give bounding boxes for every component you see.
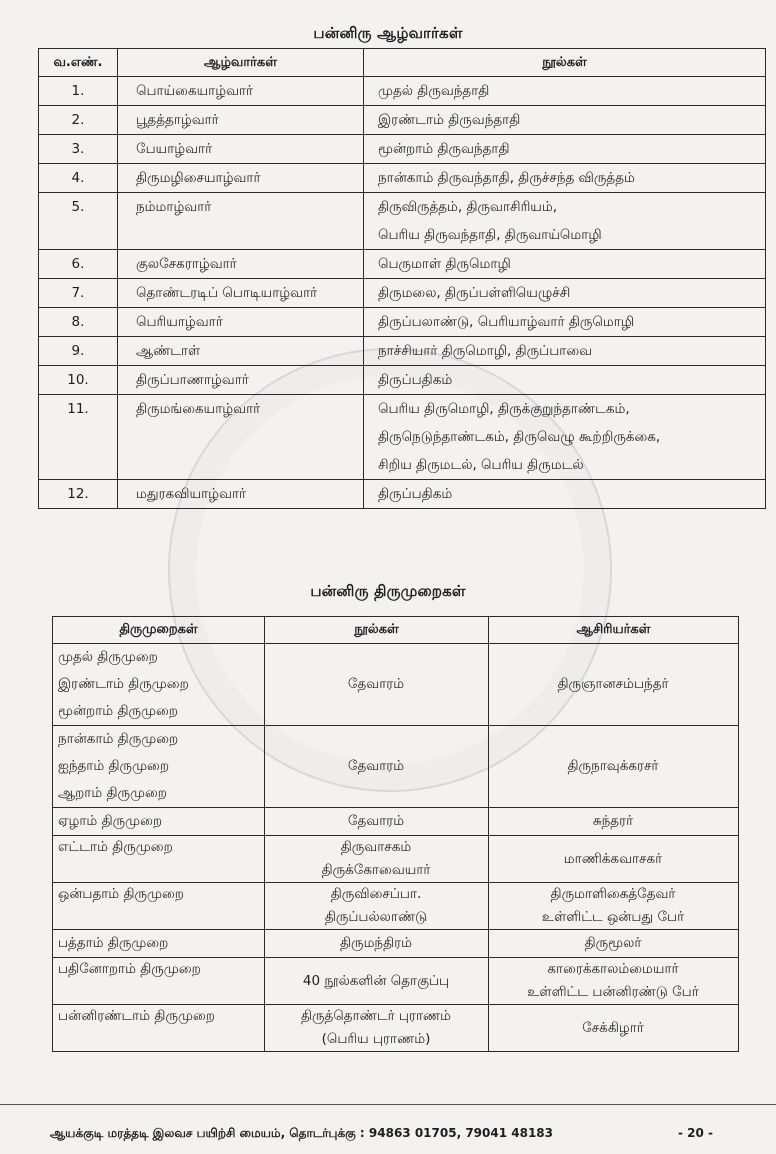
author-cell	[489, 836, 739, 883]
nool-line: திருவாசகம்	[340, 839, 412, 855]
table-row	[53, 836, 739, 883]
header-nool: நூல்கள்	[265, 617, 489, 644]
alvar-name: நம்மாழ்வார்	[118, 193, 364, 250]
alvar-name: திருப்பாணாழ்வார்	[118, 366, 364, 395]
table-row	[53, 808, 739, 836]
thirumurai-line: பத்தாம் திருமுறை	[58, 935, 169, 951]
nool-line: தேவாரம்	[347, 676, 405, 692]
author-line: திருஞானசம்பந்தர்	[557, 676, 669, 692]
thirumurai-line: ஒன்பதாம் திருமுறை	[58, 886, 184, 902]
works-line: திருவிருத்தம், திருவாசிரியம்,	[378, 199, 558, 215]
works-line: முதல் திருவந்தாதி	[378, 83, 490, 99]
thirumurai-cell	[53, 1005, 265, 1052]
thirumurai-line: மூன்றாம் திருமுறை	[58, 703, 178, 719]
table-row	[53, 1005, 739, 1052]
table-row	[39, 279, 766, 308]
works-cell	[364, 337, 766, 366]
table-row	[53, 930, 739, 958]
serial-number: 4.	[39, 164, 118, 193]
thirumurai-line: பன்னிரண்டாம் திருமுறை	[58, 1008, 215, 1024]
nool-cell	[265, 836, 489, 883]
alvar-name: திருமழிசையாழ்வார்	[118, 164, 364, 193]
serial-number: 1.	[39, 77, 118, 106]
works-cell	[364, 366, 766, 395]
alvar-name: குலசேகராழ்வார்	[118, 250, 364, 279]
author-line: சேக்கிழார்	[582, 1019, 644, 1036]
nool-line: 40 நூல்களின் தொகுப்பு	[302, 972, 450, 989]
serial-number: 8.	[39, 308, 118, 337]
serial-number: 10.	[39, 366, 118, 395]
nool-line: திருமந்திரம்	[340, 935, 412, 951]
thirumurai-line: நான்காம் திருமுறை	[58, 731, 179, 747]
works-line: பெரிய திருவந்தாதி, திருவாய்மொழி	[378, 227, 602, 243]
thirumurai-cell	[53, 930, 265, 958]
nool-cell	[265, 883, 489, 930]
works-line: பெருமாள் திருமொழி	[378, 256, 511, 272]
footer-organization: ஆயக்குடி மரத்தடி இலவச பயிற்சி மையம், தொடர்புக்கு : 94863 01705, 79041 48183	[50, 1126, 553, 1140]
header-works: நூல்கள்	[364, 49, 766, 77]
serial-number: 7.	[39, 279, 118, 308]
footer-divider	[0, 1104, 776, 1105]
alvar-name: ஆண்டாள்	[118, 337, 364, 366]
nool-line: தேவாரம்	[347, 758, 405, 774]
thirumurai-table-body	[53, 644, 739, 1052]
table-row	[53, 958, 739, 1005]
alvars-table-body	[39, 77, 766, 509]
serial-number: 9.	[39, 337, 118, 366]
works-cell	[364, 135, 766, 164]
author-cell	[489, 644, 739, 726]
author-line: திருநாவுக்கரசர்	[567, 758, 659, 774]
author-line: மாணிக்கவாசகர்	[563, 850, 663, 867]
author-cell	[489, 808, 739, 836]
author-cell	[489, 930, 739, 958]
table-row	[39, 193, 766, 250]
table-row	[39, 480, 766, 509]
table-row	[39, 366, 766, 395]
footer	[0, 1126, 776, 1144]
thirumurai-line: ஏழாம் திருமுறை	[58, 813, 163, 829]
nool-cell	[265, 644, 489, 726]
author-cell	[489, 726, 739, 808]
thirumurai-cell	[53, 836, 265, 883]
thirumurai-cell	[53, 883, 265, 930]
thirumurai-cell	[53, 644, 265, 726]
works-cell	[364, 308, 766, 337]
alvar-name: தொண்டரடிப் பொடியாழ்வார்	[118, 279, 364, 308]
author-line: உள்ளிட்ட பன்னிரண்டு பேர்	[527, 984, 699, 1000]
works-line: நாச்சியார் திருமொழி, திருப்பாவை	[378, 343, 593, 359]
serial-number: 12.	[39, 480, 118, 509]
header-thirumurai: திருமுறைகள்	[53, 617, 265, 644]
works-line: திருப்பதிகம்	[378, 486, 453, 502]
works-cell	[364, 164, 766, 193]
thirumurai-line: பதினோறாம் திருமுறை	[58, 961, 201, 977]
thirumurai-line: முதல் திருமுறை	[58, 649, 158, 665]
works-line: இரண்டாம் திருவந்தாதி	[378, 112, 521, 128]
table-row	[39, 308, 766, 337]
serial-number: 3.	[39, 135, 118, 164]
nool-line: திருவிசைப்பா.	[330, 886, 422, 902]
works-line: திருமலை, திருப்பள்ளியெழுச்சி	[378, 285, 571, 301]
nool-cell	[265, 808, 489, 836]
alvar-name: பேயாழ்வார்	[118, 135, 364, 164]
thirumurai-cell	[53, 726, 265, 808]
thirumurai-line: எட்டாம் திருமுறை	[58, 839, 173, 855]
thirumurai-cell	[53, 808, 265, 836]
works-line: மூன்றாம் திருவந்தாதி	[378, 141, 510, 157]
serial-number: 11.	[39, 395, 118, 480]
alvar-name: திருமங்கையாழ்வார்	[118, 395, 364, 480]
alvar-name: பொய்கையாழ்வார்	[118, 77, 364, 106]
thirumurai-line: ஐந்தாம் திருமுறை	[58, 758, 170, 774]
author-cell	[489, 1005, 739, 1052]
thirumurai-title: பன்னிரு திருமுறைகள்	[310, 582, 466, 600]
author-line: சுந்தரர்	[592, 813, 634, 829]
alvar-name: மதுரகவியாழ்வார்	[118, 480, 364, 509]
table-row	[53, 883, 739, 930]
serial-number: 5.	[39, 193, 118, 250]
works-line: நான்காம் திருவந்தாதி, திருச்சந்த விருத்தம்	[378, 170, 635, 186]
works-cell	[364, 193, 766, 250]
alvar-name: பூதத்தாழ்வார்	[118, 106, 364, 135]
author-line: திருமூலர்	[584, 935, 642, 951]
thirumurai-cell	[53, 958, 265, 1005]
table-row	[39, 135, 766, 164]
nool-line: தேவாரம்	[347, 813, 405, 829]
table-row	[53, 726, 739, 808]
works-line: பெரிய திருமொழி, திருக்குறுந்தாண்டகம்,	[378, 401, 630, 417]
table-row	[39, 106, 766, 135]
nool-cell	[265, 930, 489, 958]
alvars-table	[38, 48, 766, 509]
thirumurai-header-row	[53, 617, 739, 644]
works-cell	[364, 279, 766, 308]
nool-line: திருப்பல்லாண்டு	[324, 909, 428, 925]
works-line: திருப்பலாண்டு, பெரியாழ்வார் திருமொழி	[378, 314, 635, 330]
author-line: திருமாளிகைத்தேவர்	[550, 886, 676, 902]
works-line: திருப்பதிகம்	[378, 372, 453, 388]
table-row	[39, 164, 766, 193]
alvars-title: பன்னிரு ஆழ்வார்கள்	[313, 24, 463, 42]
table-row	[39, 395, 766, 480]
works-cell	[364, 480, 766, 509]
works-cell	[364, 395, 766, 480]
header-alvars: ஆழ்வார்கள்	[118, 49, 364, 77]
thirumurai-line: இரண்டாம் திருமுறை	[58, 676, 189, 692]
works-line: சிறிய திருமடல், பெரிய திருமடல்	[378, 457, 584, 473]
nool-line: திருக்கோவையார்	[321, 862, 431, 878]
thirumurai-line: ஆறாம் திருமுறை	[58, 785, 167, 801]
alvars-header-row	[39, 49, 766, 77]
table-row	[39, 337, 766, 366]
nool-cell	[265, 726, 489, 808]
serial-number: 2.	[39, 106, 118, 135]
author-cell	[489, 958, 739, 1005]
table-row	[39, 77, 766, 106]
works-line: திருநெடுந்தாண்டகம், திருவெழு கூற்றிருக்கை,	[378, 429, 661, 445]
page-number: - 20 -	[678, 1126, 714, 1140]
author-line: உள்ளிட்ட ஒன்பது பேர்	[541, 909, 685, 925]
author-line: காரைக்காலம்மையார்	[547, 961, 679, 977]
serial-number: 6.	[39, 250, 118, 279]
table-row	[53, 644, 739, 726]
table-row	[39, 250, 766, 279]
works-cell	[364, 77, 766, 106]
nool-line: திருத்தொண்டர் புராணம்	[300, 1008, 452, 1024]
thirumurai-table	[52, 616, 739, 1052]
alvar-name: பெரியாழ்வார்	[118, 308, 364, 337]
works-cell	[364, 250, 766, 279]
nool-line: (பெரிய புராணம்)	[321, 1031, 431, 1047]
author-cell	[489, 883, 739, 930]
header-serial: வ.எண்.	[39, 49, 118, 77]
works-cell	[364, 106, 766, 135]
header-authors: ஆசிரியர்கள்	[489, 617, 739, 644]
nool-cell	[265, 958, 489, 1005]
nool-cell	[265, 1005, 489, 1052]
